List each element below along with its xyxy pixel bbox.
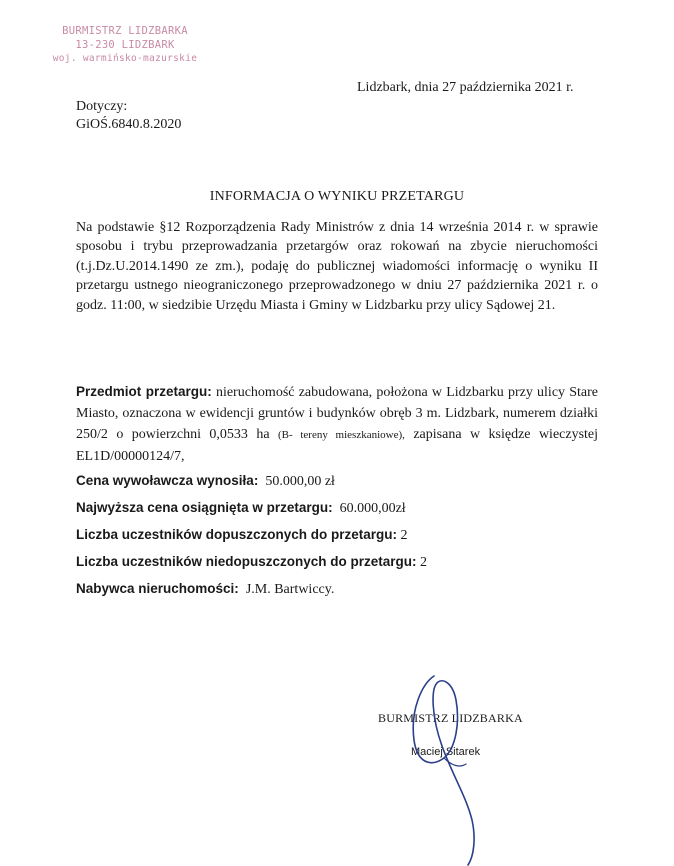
reference-label: Dotyczy: (76, 99, 128, 114)
subject-label: Przedmiot przetargu: (76, 384, 212, 399)
highest-price-row (76, 500, 406, 517)
reference-number: GiOŚ.6840.8.2020 (76, 117, 182, 132)
signature-title: BURMISTRZ LIDZBARKA (378, 711, 523, 725)
stamp-line-3: woj. warmińsko-mazurskie (52, 53, 198, 64)
highest-price-value: 60.000,00zł (339, 501, 406, 516)
signatory-name: Maciej Sitarek (411, 746, 481, 758)
handwritten-signature (400, 670, 510, 866)
starting-price-label: Cena wywoławcza wynosiła: (76, 473, 259, 488)
admitted-value: 2 (400, 528, 408, 543)
intro-paragraph: Na podstawie §12 Rozporządzenia Rady Ministrów z dnia 14 września 2014 r. w sprawie sposobu i trybu przeprowadzania przetargów oraz rokowań na zbycie nieruchomości (t.j.Dz.U.2014.1490 ze zm.), podaję do publicznej wiadomości informację o wyniku II przetargu ustnego nieograniczonego przeprowadzonego w dniu 27 października 2021 r. o godz. 11:00, w siedzibie Urzędu Miasta i Gminy w Lidzbarku przy ulicy Sądowej 21. (76, 220, 598, 313)
subject-text: nieruchomość zabudowana, położona w Lidzbarku przy ulicy Stare Miasto, oznaczona w ewidencji gruntów i budynków obręb 3 m. Lidzbark, numerem działki 250/2 o powierzchni 0,0533 ha (76, 385, 599, 442)
subject-register: zapisana w księdze wieczystej EL1D/00000124/7, (76, 427, 599, 464)
admitted-label: Liczba uczestników dopuszczonych do przetargu: (76, 527, 398, 542)
starting-price-row (76, 473, 335, 490)
subject-usage-note: (B- tereny mieszkaniowe), (278, 429, 405, 441)
buyer-label: Nabywca nieruchomości: (76, 581, 239, 596)
not-admitted-row (76, 554, 427, 571)
document-title: INFORMACJA O WYNIKU PRZETARGU (209, 189, 465, 204)
highest-price-label: Najwyższa cena osiągnięta w przetargu: (76, 500, 333, 515)
not-admitted-value: 2 (420, 555, 428, 570)
buyer-row (76, 581, 334, 598)
date-line: Lidzbark, dnia 27 października 2021 r. (357, 80, 574, 95)
subject-paragraph (76, 381, 598, 467)
stamp-line-2: 13-230 LIDZBARK (75, 39, 175, 51)
official-stamp (40, 24, 210, 66)
reference-block (76, 98, 181, 134)
buyer-value: J.M. Bartwiccy. (245, 582, 335, 597)
stamp-line-1: BURMISTRZ LIDZBARKA (62, 25, 188, 37)
not-admitted-label: Liczba uczestników niedopuszczonych do przetargu: (76, 554, 417, 569)
starting-price-value: 50.000,00 zł (265, 474, 335, 489)
admitted-row (76, 527, 408, 544)
